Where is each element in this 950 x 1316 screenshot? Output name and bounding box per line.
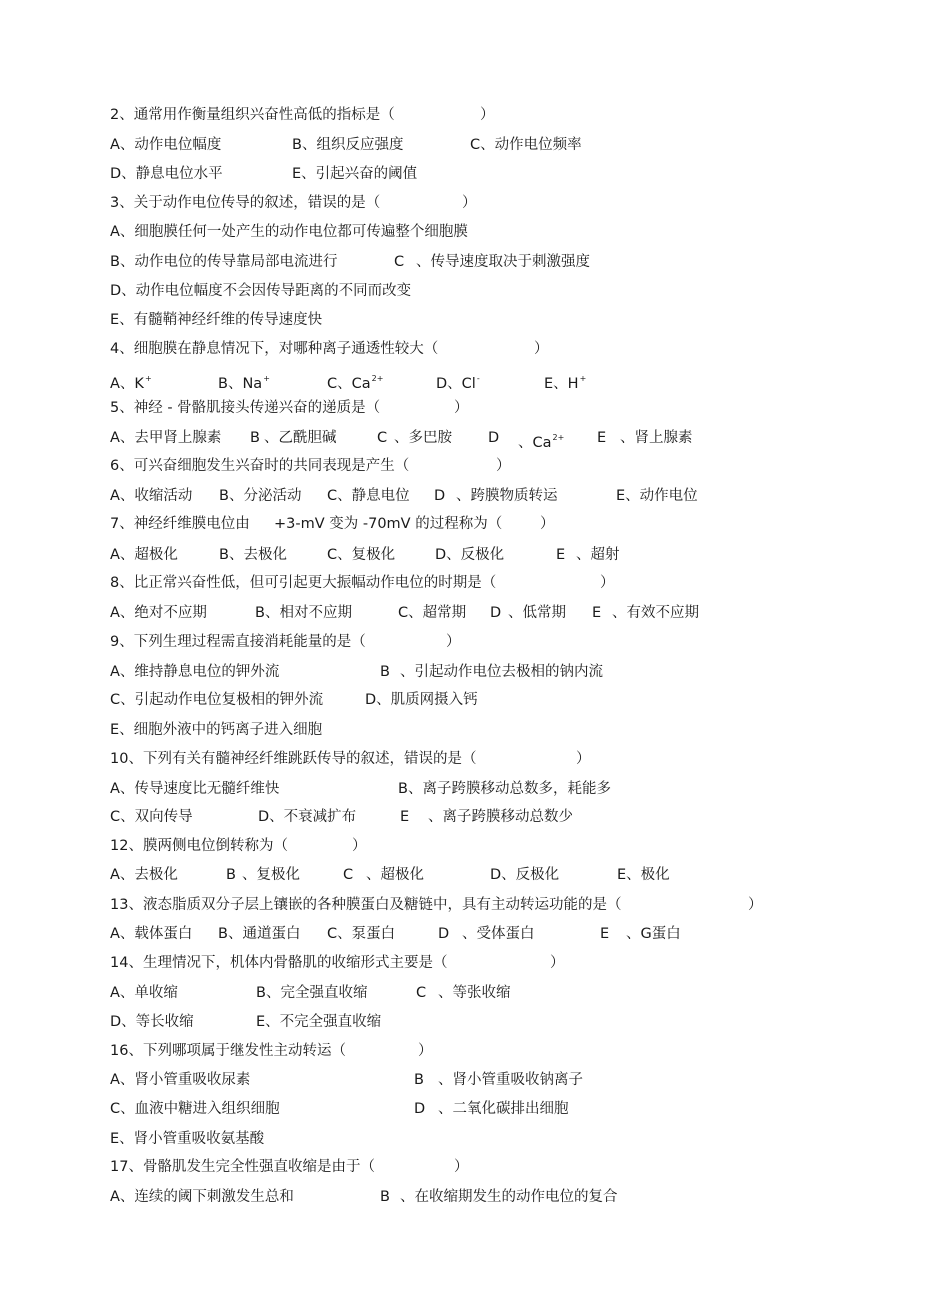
question-4-options <box>0 368 950 390</box>
option-a: A、细胞膜任何一处产生的动作电位都可传遍整个细胞膜 <box>110 224 468 240</box>
option-e: 、离子跨膜移动总数少 <box>428 809 573 825</box>
answer-blank-close: ） <box>480 107 495 123</box>
option-c-letter: C <box>377 430 388 446</box>
option-b: 、引起动作电位去极相的钠内流 <box>400 664 603 680</box>
option-d: D、反极化 <box>490 867 560 883</box>
question-13-options <box>0 923 950 945</box>
question-text-cont: +3-mV 变为 -70mV 的过程称为（ <box>274 516 503 532</box>
answer-blank-close: ） <box>748 897 763 913</box>
option-e: E、细胞外液中的钙离子进入细胞 <box>110 722 323 738</box>
question-8-options <box>0 602 950 624</box>
option-b: B、动作电位的传导靠局部电流进行 <box>110 254 338 270</box>
option-c: 、等张收缩 <box>438 985 511 1001</box>
option-c: C、复极化 <box>327 547 396 563</box>
option-b-letter: B <box>414 1072 424 1088</box>
option-d-letter: D <box>490 605 502 621</box>
question-9-option-e <box>0 719 950 741</box>
answer-blank-close: ） <box>352 838 367 854</box>
option-e-letter: E <box>400 809 410 825</box>
question-text: 8、比正常兴奋性低，但可引起更大振幅动作电位的时期是（ <box>110 575 497 591</box>
question-7-stem <box>0 513 950 535</box>
option-b: B、完全强直收缩 <box>256 985 368 1001</box>
option-b: B、相对不应期 <box>255 605 352 621</box>
option-b: 、乙酰胆碱 <box>264 430 337 446</box>
question-text: 3、关于动作电位传导的叙述，错误的是（ <box>110 195 381 211</box>
option-e: E、动作电位 <box>616 488 698 504</box>
option-b: 、肾小管重吸收钠离子 <box>438 1072 583 1088</box>
question-text: 16、下列哪项属于继发性主动转运（ <box>110 1043 346 1059</box>
question-12-options <box>0 864 950 886</box>
ion-charge: 2+ <box>552 433 565 442</box>
question-16-option-e <box>0 1128 950 1150</box>
option-c-letter: C <box>343 867 354 883</box>
question-5-stem <box>0 397 950 419</box>
question-9-stem <box>0 631 950 653</box>
question-10-stem <box>0 748 950 770</box>
question-14-stem <box>0 952 950 974</box>
question-4-stem <box>0 338 950 360</box>
question-17-options-ab <box>0 1186 950 1208</box>
ion-charge: 2+ <box>371 374 384 383</box>
option-d: D、Cl- <box>436 374 480 392</box>
question-2-options <box>0 134 950 156</box>
option-b: B、去极化 <box>219 547 287 563</box>
option-e: E、肾小管重吸收氨基酸 <box>110 1131 265 1147</box>
option-d: 、$Ca^{2+}$ <box>518 433 565 451</box>
question-12-stem <box>0 835 950 857</box>
option-d-letter: D <box>434 488 446 504</box>
option-b: 、复极化 <box>242 867 300 883</box>
question-10-options-cde <box>0 806 950 828</box>
option-b-letter: B <box>250 430 260 446</box>
question-text: 17、骨骼肌发生完全性强直收缩是由于（ <box>110 1159 375 1175</box>
option-b: B、通道蛋白 <box>218 926 301 942</box>
answer-blank-close: ） <box>418 1043 433 1059</box>
option-c: C、泵蛋白 <box>327 926 396 942</box>
option-a: A、动作电位幅度 <box>110 137 222 153</box>
answer-blank-close: ） <box>462 195 477 211</box>
question-17-stem <box>0 1156 950 1178</box>
question-text: 7、神经纤维膜电位由 <box>110 516 250 532</box>
question-10-options-ab <box>0 778 950 800</box>
question-7-options <box>0 544 950 566</box>
option-c: C、$Ca^{2+}$ <box>327 374 384 392</box>
question-8-stem <box>0 572 950 594</box>
option-d: D、静息电位水平 <box>110 166 223 182</box>
option-e-letter: E <box>600 926 610 942</box>
option-d: D、等长收缩 <box>110 1014 194 1030</box>
question-text: 9、下列生理过程需直接消耗能量的是（ <box>110 634 366 650</box>
ion-charge: - <box>476 374 480 383</box>
question-text: 6、可兴奋细胞发生兴奋时的共同表现是产生（ <box>110 458 410 474</box>
question-14-options-de <box>0 1011 950 1033</box>
option-c: C、血液中糖进入组织细胞 <box>110 1101 280 1117</box>
answer-blank-close: ） <box>446 634 461 650</box>
option-a: A、单收缩 <box>110 985 178 1001</box>
answer-blank-close: ） <box>576 751 591 767</box>
option-b-letter: B <box>380 1189 390 1205</box>
option-c: C、引起动作电位复极相的钾外流 <box>110 692 324 708</box>
ion-charge: + <box>144 374 152 383</box>
option-b: 、在收缩期发生的动作电位的复合 <box>400 1189 618 1205</box>
option-d: 、跨膜物质转运 <box>456 488 558 504</box>
option-d-letter: D <box>488 430 500 446</box>
option-a: A、连续的阈下刺激发生总和 <box>110 1189 294 1205</box>
option-b-letter: B <box>226 867 236 883</box>
question-text: 12、膜两侧电位倒转称为（ <box>110 838 288 854</box>
answer-blank-close: ） <box>540 516 555 532</box>
question-text: 10、下列有关有髓神经纤维跳跃传导的叙述，错误的是（ <box>110 751 477 767</box>
option-c-letter: C <box>394 254 405 270</box>
option-c: C、双向传导 <box>110 809 193 825</box>
option-a: A、去甲肾上腺素 <box>110 430 222 446</box>
question-3-options-bc <box>0 251 950 273</box>
option-e: E、有髓鞘神经纤维的传导速度快 <box>110 312 323 328</box>
question-2-stem <box>0 104 950 126</box>
option-b-letter: B <box>380 664 390 680</box>
option-a: A、收缩活动 <box>110 488 193 504</box>
question-3-option-a <box>0 221 950 243</box>
option-a: A、去极化 <box>110 867 178 883</box>
question-14-options-abc <box>0 982 950 1004</box>
question-13-stem <box>0 894 950 916</box>
option-d: 、低常期 <box>508 605 566 621</box>
option-e: 、超射 <box>576 547 620 563</box>
option-d-letter: D <box>414 1101 426 1117</box>
question-text: 5、神经 - 骨骼肌接头传递兴奋的递质是（ <box>110 400 381 416</box>
ion-charge: + <box>263 374 270 383</box>
question-text: 4、细胞膜在静息情况下，对哪种离子通透性较大（ <box>110 341 439 357</box>
option-e-letter: E <box>556 547 566 563</box>
option-e: E、引起兴奋的阈值 <box>292 166 418 182</box>
question-16-options-cd <box>0 1098 950 1120</box>
option-d: D、肌质网摄入钙 <box>365 692 478 708</box>
option-c-letter: C <box>416 985 427 1001</box>
option-e: 、有效不应期 <box>612 605 699 621</box>
option-e: E、H+ <box>544 374 587 392</box>
option-c: C、静息电位 <box>327 488 410 504</box>
question-3-option-e <box>0 309 950 331</box>
option-a: A、绝对不应期 <box>110 605 207 621</box>
question-9-options-ab <box>0 661 950 683</box>
question-text: 2、通常用作衡量组织兴奋性高低的指标是（ <box>110 107 395 123</box>
question-2-options-2 <box>0 163 950 185</box>
option-c: 、超极化 <box>366 867 424 883</box>
option-b: B、Na+ <box>218 374 270 392</box>
option-e: 、肾上腺素 <box>620 430 693 446</box>
option-c: 、多巴胺 <box>394 430 452 446</box>
question-6-stem <box>0 455 950 477</box>
question-16-options-ab <box>0 1069 950 1091</box>
answer-blank-close: ） <box>454 400 469 416</box>
option-a: A、K+ <box>110 374 152 392</box>
answer-blank-close: ） <box>454 1159 469 1175</box>
question-text: 14、生理情况下，机体内骨骼肌的收缩形式主要是（ <box>110 955 448 971</box>
answer-blank-close: ） <box>600 575 615 591</box>
question-9-options-cd <box>0 689 950 711</box>
question-6-options <box>0 485 950 507</box>
option-e-letter: E <box>597 430 607 446</box>
option-d: D、不衰减扩布 <box>258 809 357 825</box>
answer-blank-close: ） <box>534 341 549 357</box>
question-16-stem <box>0 1040 950 1062</box>
option-e: E、不完全强直收缩 <box>256 1014 382 1030</box>
option-c: 、传导速度取决于刺激强度 <box>416 254 590 270</box>
option-d: D、动作电位幅度不会因传导距离的不同而改变 <box>110 283 412 299</box>
ion-charge: + <box>579 374 587 383</box>
option-e-letter: E <box>592 605 602 621</box>
question-3-stem <box>0 192 950 214</box>
option-a: A、载体蛋白 <box>110 926 193 942</box>
question-5-options <box>0 427 950 449</box>
option-c: C、超常期 <box>398 605 467 621</box>
option-a: A、超极化 <box>110 547 178 563</box>
option-a: A、肾小管重吸收尿素 <box>110 1072 251 1088</box>
option-d-letter: D <box>438 926 450 942</box>
option-b: B、离子跨膜移动总数多，耗能多 <box>398 781 611 797</box>
question-3-option-d <box>0 280 950 302</box>
option-b: B、分泌活动 <box>219 488 302 504</box>
question-text: 13、液态脂质双分子层上镶嵌的各种膜蛋白及糖链中，具有主动转运功能的是（ <box>110 897 622 913</box>
option-d: D、反极化 <box>435 547 505 563</box>
option-e: 、G蛋白 <box>626 926 681 942</box>
option-e: E、极化 <box>617 867 670 883</box>
answer-blank-close: ） <box>550 955 565 971</box>
answer-blank-close: ） <box>496 458 511 474</box>
option-d: 、受体蛋白 <box>462 926 535 942</box>
option-a: A、维持静息电位的钾外流 <box>110 664 280 680</box>
option-c: C、动作电位频率 <box>470 137 582 153</box>
option-b: B、组织反应强度 <box>292 137 404 153</box>
option-d: 、二氧化碳排出细胞 <box>438 1101 569 1117</box>
option-a: A、传导速度比无髓纤维快 <box>110 781 280 797</box>
